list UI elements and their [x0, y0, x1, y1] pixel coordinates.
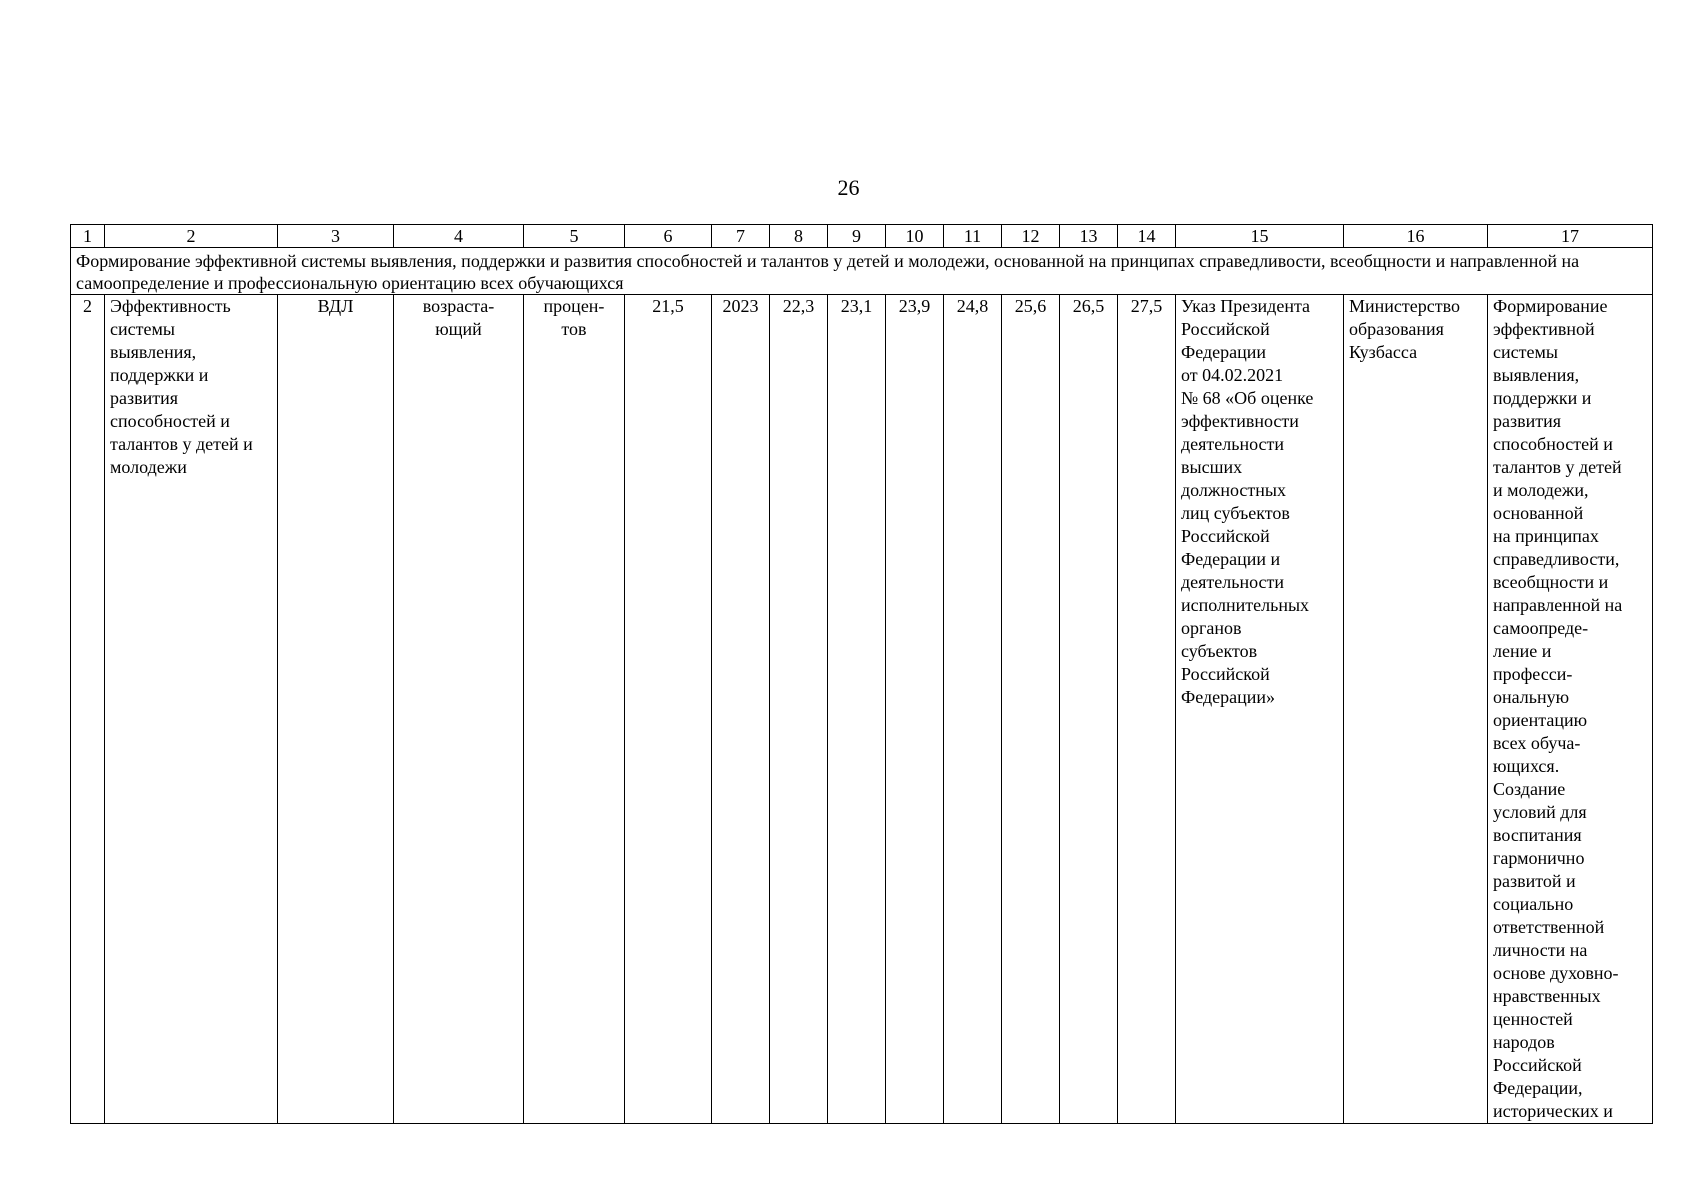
- section-title: Формирование эффективной системы выявления, поддержки и развития способностей и талантов у детей и молодежи, основанной на принципах справедливости, всеобщности и направленной на самоопределение и профессиональную ориентацию всех обучающихся: [71, 248, 1653, 295]
- col-header-13: 13: [1060, 225, 1118, 248]
- value-col-13: 26,5: [1060, 295, 1118, 1124]
- col-header-2: 2: [105, 225, 278, 248]
- col-header-1: 1: [71, 225, 105, 248]
- value-col-10: 23,9: [886, 295, 944, 1124]
- value-col-8: 22,3: [770, 295, 828, 1124]
- unit-of-measure: процен- тов: [524, 295, 625, 1124]
- col-header-8: 8: [770, 225, 828, 248]
- legal-document: Указ Президента Российской Федерации от 04.02.2021 № 68 «Об оценке эффективности деятельности высших должностных лиц субъектов Российской Федерации и деятельности исполнительных органов субъектов Российской Федерации»: [1176, 295, 1344, 1124]
- col-header-6: 6: [625, 225, 712, 248]
- col-header-16: 16: [1344, 225, 1488, 248]
- col-header-12: 12: [1002, 225, 1060, 248]
- col-header-7: 7: [712, 225, 770, 248]
- goal-text: Формирование эффективной системы выявления, поддержки и развития способностей и талантов у детей и молодежи, основанной на принципах справедливости, всеобщности и направленной на самоопреде- ление и професси- ональную ориентацию всех обуча- ющихся. Создание условий для воспитания гармонично развитой и социально ответственной личности на основе духовно- нравственных ценностей народов Российской Федерации, исторических и: [1488, 295, 1653, 1124]
- col-header-4: 4: [394, 225, 524, 248]
- base-value: 21,5: [625, 295, 712, 1124]
- col-header-10: 10: [886, 225, 944, 248]
- value-col-12: 25,6: [1002, 295, 1060, 1124]
- table-row: [71, 295, 1653, 1124]
- indicator-trend: возраста- ющий: [394, 295, 524, 1124]
- col-header-5: 5: [524, 225, 625, 248]
- responsible-body: Министерство образования Кузбасса: [1344, 295, 1488, 1124]
- col-header-3: 3: [278, 225, 394, 248]
- col-header-15: 15: [1176, 225, 1344, 248]
- col-header-14: 14: [1118, 225, 1176, 248]
- value-col-11: 24,8: [944, 295, 1002, 1124]
- col-header-9: 9: [828, 225, 886, 248]
- indicator-name: Эффективность системы выявления, поддержки и развития способностей и талантов у детей и молодежи: [105, 295, 278, 1124]
- value-col-14: 27,5: [1118, 295, 1176, 1124]
- value-col-9: 23,1: [828, 295, 886, 1124]
- indicator-level: ВДЛ: [278, 295, 394, 1124]
- col-header-11: 11: [944, 225, 1002, 248]
- page-number: 26: [837, 175, 860, 200]
- row-number: 2: [71, 295, 105, 1124]
- col-header-17: 17: [1488, 225, 1653, 248]
- indicators-table: [70, 224, 1653, 1124]
- section-row: [71, 248, 1653, 295]
- base-year: 2023: [712, 295, 770, 1124]
- column-number-row: [71, 225, 1653, 248]
